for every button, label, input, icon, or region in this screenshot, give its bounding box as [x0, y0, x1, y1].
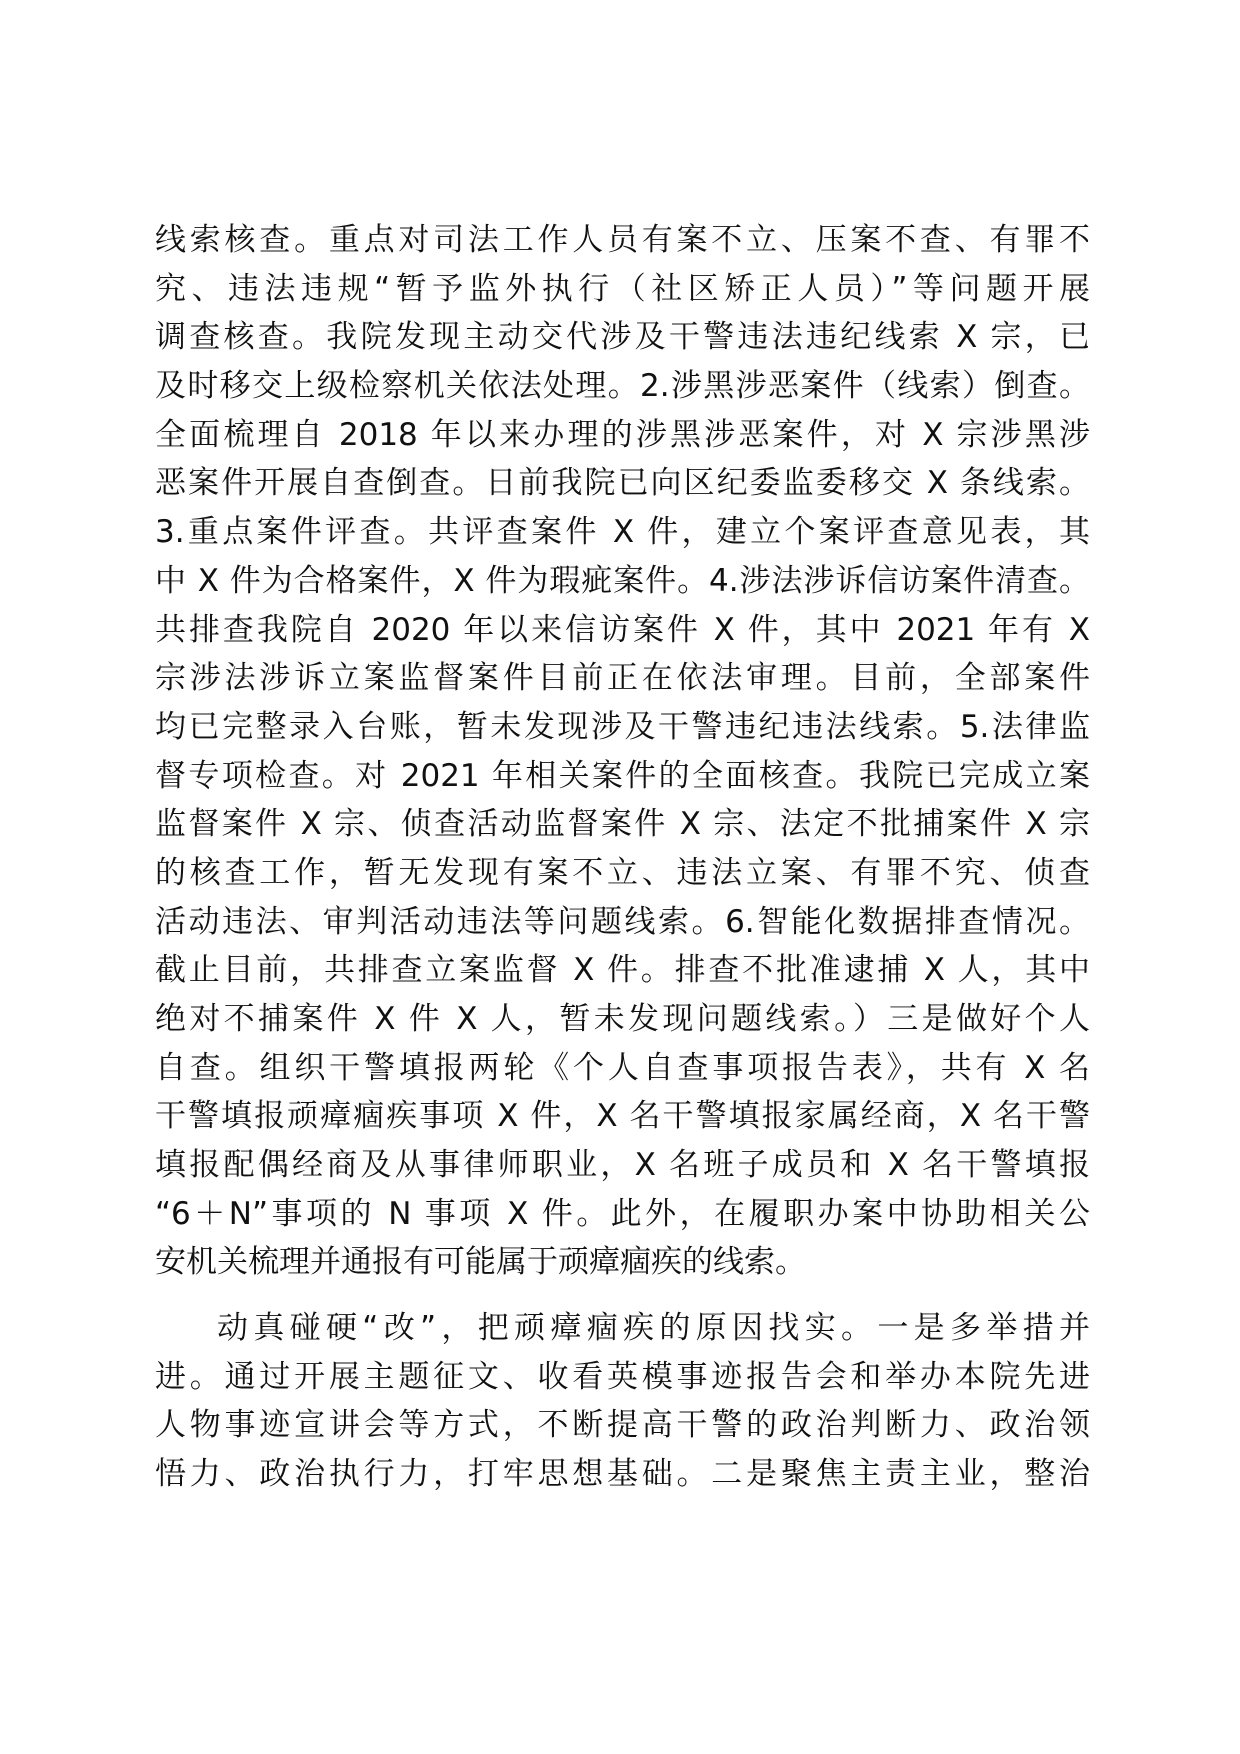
paragraph-line: 中 X 件为合格案件，X 件为瑕疵案件。4.涉法涉诉信访案件清查。	[155, 562, 1090, 599]
paragraph-line: “6＋N”事项的 N 事项 X 件。此外，在履职办案中协助相关公	[155, 1195, 1090, 1232]
paragraph-line: 3.重点案件评查。共评查案件 X 件，建立个案评查意见表，其	[155, 514, 1090, 551]
paragraph-line: 绝对不捕案件 X 件 X 人，暂未发现问题线索。）三是做好个人	[155, 1001, 1090, 1037]
paragraph-line: 自查。组织干警填报两轮《个人自查事项报告表》，共有 X 名	[155, 1049, 1090, 1086]
paragraph-line: 进。通过开展主题征文、收看英模事迹报告会和举办本院先进	[155, 1358, 1090, 1395]
paragraph-line: 宗涉法涉诉立案监督案件目前正在依法审理。目前，全部案件	[155, 660, 1090, 697]
paragraph-line: 均已完整录入台账，暂未发现涉及干警违纪违法线索。5.法律监	[155, 708, 1090, 745]
paragraph-line: 线索核查。重点对司法工作人员有案不立、压案不查、有罪不	[155, 222, 1090, 258]
paragraph-line: 全面梳理自 2018 年以来办理的涉黑涉恶案件，对 X 宗涉黑涉	[155, 416, 1090, 453]
paragraph-2	[155, 1304, 1090, 1499]
paragraph-line: 动真碰硬“改”，把顽瘴痼疾的原因找实。一是多举措并	[217, 1310, 1090, 1346]
paragraph-line: 填报配偶经商及从事律师职业，X 名班子成员和 X 名干警填报	[155, 1147, 1090, 1184]
paragraph-line: 活动违法、审判活动违法等问题线索。6.智能化数据排查情况。	[155, 903, 1090, 940]
paragraph-line: 共排查我院自 2020 年以来信访案件 X 件，其中 2021 年有 X	[155, 611, 1090, 648]
paragraph-line: 截止目前，共排查立案监督 X 件。排查不批准逮捕 X 人，其中	[155, 952, 1090, 989]
paragraph-line: 调查核查。我院发现主动交代涉及干警违法违纪线索 X 宗，已	[155, 319, 1090, 356]
paragraph-1	[155, 216, 1090, 1287]
paragraph-line: 究、违法违规“暂予监外执行（社区矫正人员）”等问题开展	[155, 270, 1090, 307]
paragraph-line: 人物事迹宣讲会等方式，不断提高干警的政治判断力、政治领	[155, 1407, 1090, 1444]
paragraph-line: 干警填报顽瘴痼疾事项 X 件，X 名干警填报家属经商，X 名干警	[155, 1098, 1090, 1135]
paragraph-line: 恶案件开展自查倒查。日前我院已向区纪委监委移交 X 条线索。	[155, 465, 1090, 502]
paragraph-line: 督专项检查。对 2021 年相关案件的全面核查。我院已完成立案	[155, 757, 1090, 794]
paragraph-line: 监督案件 X 宗、侦查活动监督案件 X 宗、法定不批捕案件 X 宗	[155, 806, 1090, 843]
paragraph-line: 及时移交上级检察机关依法处理。2.涉黑涉恶案件（线索）倒查。	[155, 368, 1090, 405]
paragraph-line: 安机关梳理并通报有可能属于顽瘴痼疾的线索。	[155, 1244, 806, 1281]
paragraph-line: 的核查工作，暂无发现有案不立、违法立案、有罪不究、侦查	[155, 854, 1090, 891]
paragraph-line: 悟力、政治执行力，打牢思想基础。二是聚焦主责主业，整治	[155, 1456, 1090, 1493]
